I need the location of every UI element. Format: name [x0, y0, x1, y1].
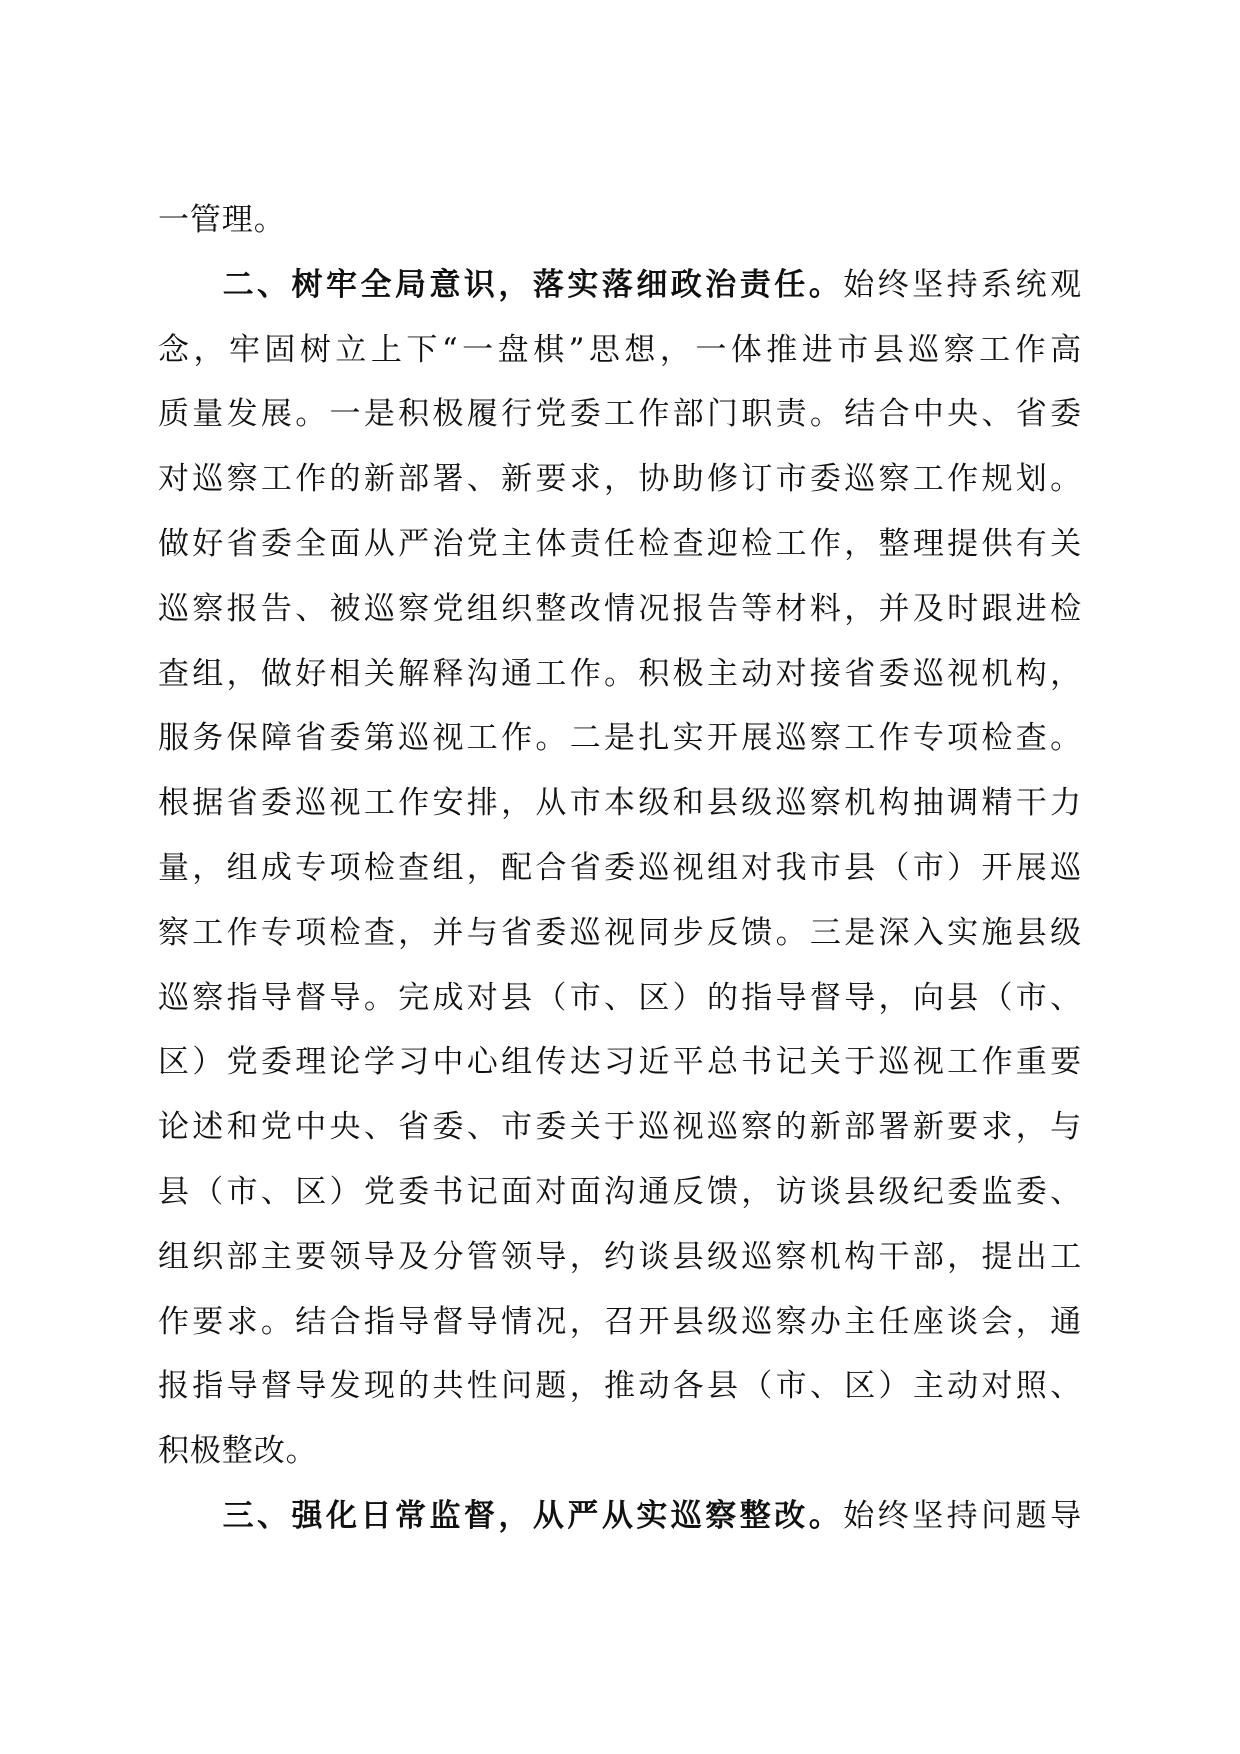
section-3-first-line: [158, 1484, 1082, 1549]
section-2-last-line: 积极整改。: [158, 1433, 318, 1470]
section-2-line: 区）党委理论学习中心组传达习近平总书记关于巡视工作重要: [158, 1044, 1082, 1081]
section-2-first-line: [158, 253, 1082, 318]
section-2-line: 组织部主要领导及分管领导，约谈县级巡察机构干部，提出工: [158, 1238, 1082, 1275]
section-2-line: 根据省委巡视工作安排，从市本级和县级巡察机构抽调精干力: [158, 785, 1082, 822]
section-3-heading: 三、强化日常监督，从严从实巡察整改。: [220, 1497, 844, 1534]
section-2-heading: 二、树牢全局意识，落实落细政治责任。: [220, 266, 844, 303]
section-2-line-1-rest: 始终坚持系统观: [843, 266, 1082, 303]
section-2-line: 念，牢固树立上下“一盘棋”思想，一体推进市县巡察工作高: [158, 331, 1082, 368]
section-2-line: 作要求。结合指导督导情况，召开县级巡察办主任座谈会，通: [158, 1303, 1082, 1340]
section-2-line: 论述和党中央、省委、市委关于巡视巡察的新部署新要求，与: [158, 1109, 1082, 1146]
section-2-line: 做好省委全面从严治党主体责任检查迎检工作，整理提供有关: [158, 525, 1082, 562]
section-3-line-1-rest: 始终坚持问题导: [843, 1497, 1082, 1534]
section-2-line: 巡察指导督导。完成对县（市、区）的指导督导，向县（市、: [158, 979, 1082, 1016]
section-2-line: 巡察报告、被巡察党组织整改情况报告等材料，并及时跟进检: [158, 590, 1082, 627]
section-2-line: 服务保障省委第巡视工作。二是扎实开展巡察工作专项检查。: [158, 720, 1082, 757]
section-2-line: 查组，做好相关解释沟通工作。积极主动对接省委巡视机构，: [158, 655, 1082, 692]
section-2-line: 县（市、区）党委书记面对面沟通反馈，访谈县级纪委监委、: [158, 1173, 1082, 1210]
intro-line-1: 一管理。: [158, 202, 286, 238]
section-2-line: 量，组成专项检查组，配合省委巡视组对我市县（市）开展巡: [158, 849, 1082, 886]
section-2-line: 对巡察工作的新部署、新要求，协助修订市委巡察工作规划。: [158, 461, 1082, 498]
body-text: [158, 188, 1082, 1549]
section-2-line: 报指导督导发现的共性问题，推动各县（市、区）主动对照、: [158, 1368, 1082, 1405]
section-2-line: 察工作专项检查，并与省委巡视同步反馈。三是深入实施县级: [158, 914, 1082, 951]
section-2-line: 质量发展。一是积极履行党委工作部门职责。结合中央、省委: [158, 396, 1082, 433]
